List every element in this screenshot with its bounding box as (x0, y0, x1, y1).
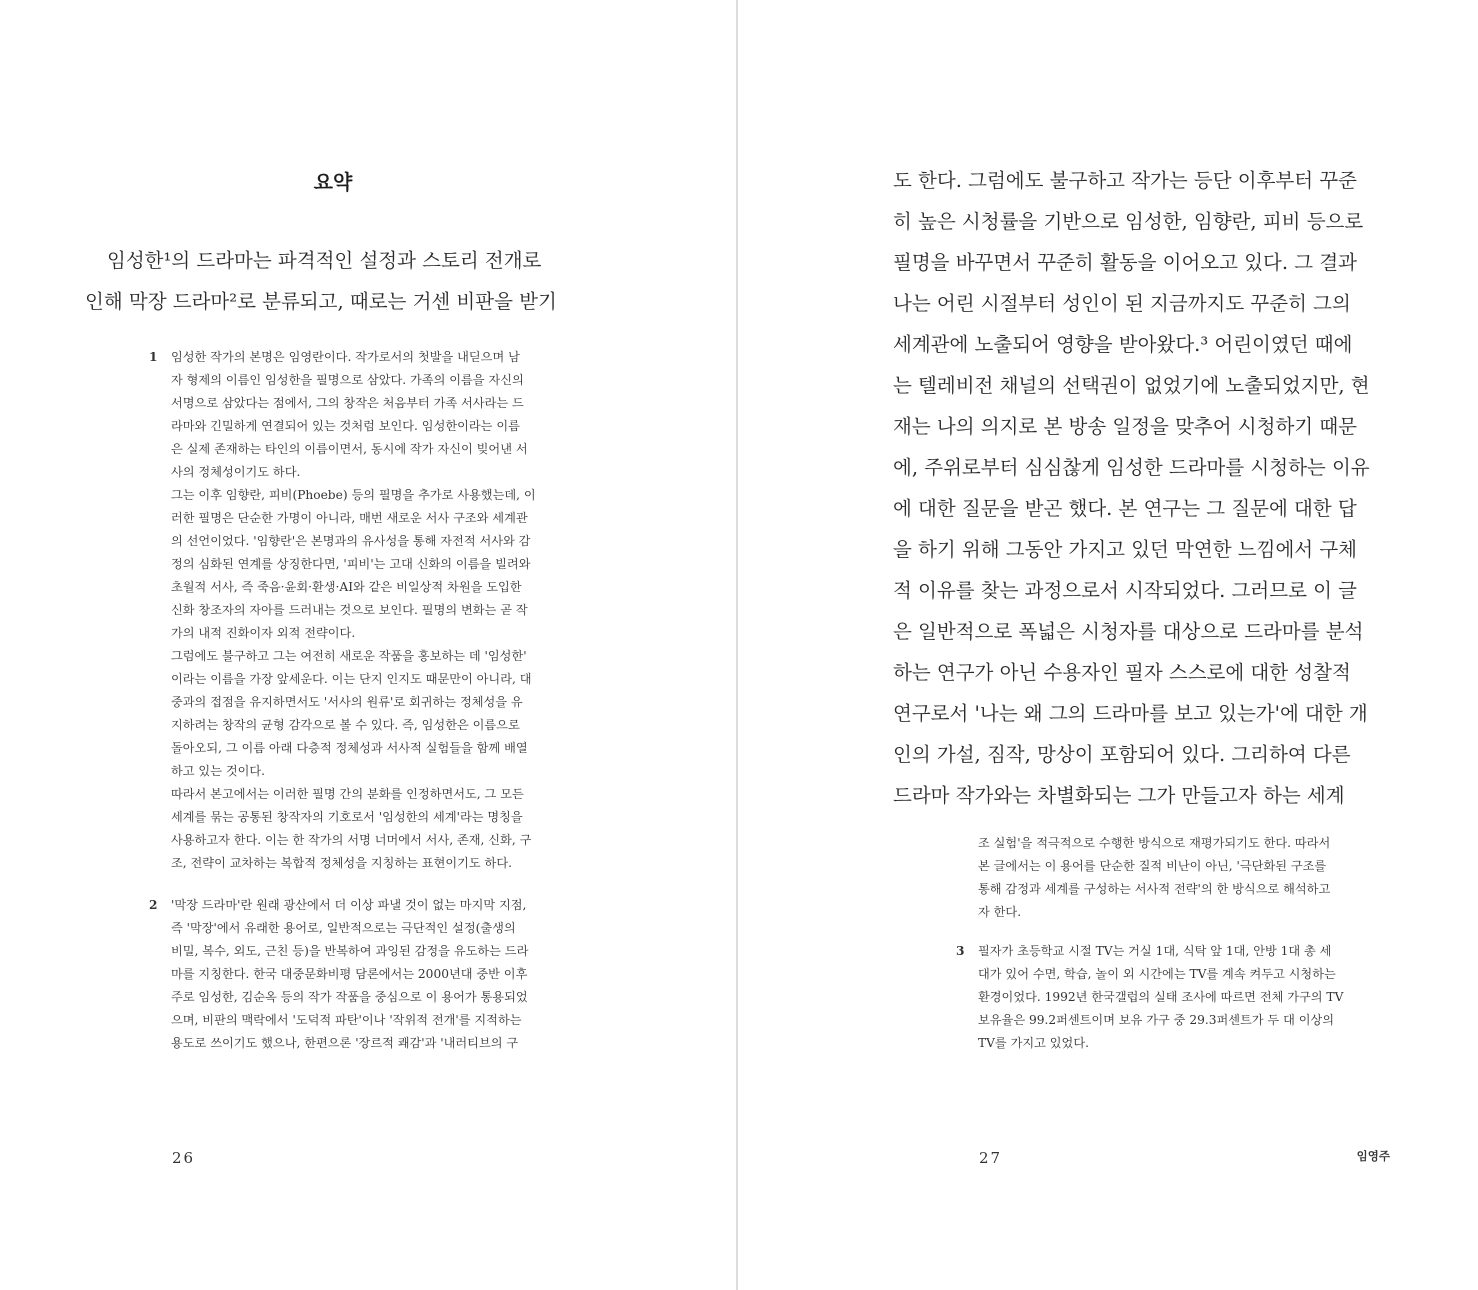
body-line: 나는 어린 시절부터 성인이 된 지금까지도 꾸준히 그의 (893, 292, 1351, 315)
body-line: 인의 가설, 짐작, 망상이 포함되어 있다. 그리하여 다른 (893, 743, 1351, 766)
page-number: 27 (979, 1149, 1003, 1167)
left-page (0, 0, 736, 1290)
body-line: 임성한¹의 드라마는 파격적인 설정과 스토리 전개로 (107, 249, 542, 272)
body-line: 세계관에 노출되어 영향을 받아왔다.³ 어린이였던 때에 (893, 333, 1353, 356)
footnote-line: 세계를 묶는 공통된 창작자의 기호로서 '임성한의 세계'라는 명칭을 (171, 810, 523, 824)
body-line: 필명을 바꾸면서 꾸준히 활동을 이어오고 있다. 그 결과 (893, 251, 1358, 274)
section-title: 요약 (313, 170, 353, 194)
footnote-line: 서명으로 삼았다는 점에서, 그의 창작은 처음부터 가족 서사라는 드 (171, 396, 524, 410)
footnote-2 (149, 894, 529, 1055)
body-line: 을 하기 위해 그동안 가지고 있던 막연한 느낌에서 구체 (893, 538, 1358, 561)
footnote-line: 러한 필명은 단순한 가명이 아니라, 매번 새로운 서사 구조와 세계관 (171, 511, 528, 525)
footnote-line: 비밀, 복수, 외도, 근친 등)을 반복하여 과잉된 감정을 유도하는 드라 (171, 944, 529, 958)
footnote-number: 1 (149, 350, 158, 364)
footnote-line: 정의 심화된 연계를 상징한다면, '피비'는 고대 신화의 이름을 빌려와 (171, 557, 531, 571)
footnote-line: 대가 있어 수면, 학습, 놀이 외 시간에는 TV를 계속 켜두고 시청하는 (978, 967, 1336, 981)
footnote-line: 용도로 쓰이기도 했으나, 한편으론 '장르적 쾌감'과 '내러티브의 구 (171, 1036, 519, 1050)
running-head-author: 임영주 (1356, 1149, 1390, 1163)
body-line: 인해 막장 드라마²로 분류되고, 때로는 거센 비판을 받기 (85, 290, 557, 313)
body-line: 에, 주위로부터 심심찮게 임성한 드라마를 시청하는 이유 (893, 456, 1370, 479)
body-line: 드라마 작가와는 차별화되는 그가 만들고자 하는 세계 (893, 784, 1345, 807)
footnote-number: 2 (149, 898, 158, 912)
footnote-line: 임성한 작가의 본명은 임영란이다. 작가로서의 첫발을 내딛으며 남 (171, 350, 520, 364)
footnote-line: 자 한다. (978, 905, 1022, 919)
footnote-line: 신화 창조자의 자아를 드러내는 것으로 보인다. 필명의 변화는 곧 작 (171, 603, 528, 617)
footnote-line: 그럼에도 불구하고 그는 여전히 새로운 작품을 홍보하는 데 '임성한' (171, 649, 527, 663)
footnote-line: 가의 내적 진화이자 외적 전략이다. (171, 626, 356, 640)
footnote-line: 조, 전략이 교차하는 복합적 정체성을 지칭하는 표현이기도 하다. (171, 856, 512, 870)
body-text (85, 240, 557, 322)
footnote-line: 조 실험'을 적극적으로 수행한 방식으로 재평가되기도 한다. 따라서 (978, 836, 1331, 850)
footnote-3 (956, 940, 1344, 1055)
body-line: 연구로서 '나는 왜 그의 드라마를 보고 있는가'에 대한 개 (893, 702, 1368, 725)
footnote-line: 초월적 서사, 즉 죽음·윤회·환생·AI와 같은 비일상적 차원을 도입한 (171, 580, 522, 594)
body-line: 적 이유를 찾는 과정으로서 시작되었다. 그러므로 이 글 (893, 579, 1358, 602)
body-line: 도 한다. 그럼에도 불구하고 작가는 등단 이후부터 꾸준 (893, 169, 1358, 192)
footnote-line: 지하려는 창작의 균형 감각으로 볼 수 있다. 즉, 임성한은 이름으로 (171, 718, 520, 732)
footnote-line: 즉 '막장'에서 유래한 용어로, 일반적으로는 극단적인 설정(출생의 (171, 921, 516, 935)
footnote-2-continued (978, 832, 1330, 924)
page-number: 26 (172, 1149, 196, 1167)
footnote-1 (149, 346, 536, 875)
footnote-line: 본 글에서는 이 용어를 단순한 질적 비난이 아닌, '극단화된 구조를 (978, 859, 1327, 873)
footnote-line: TV를 가지고 있었다. (978, 1036, 1089, 1050)
footnote-line: 으며, 비판의 맥락에서 '도덕적 파탄'이나 '작위적 전개'를 지적하는 (171, 1013, 522, 1027)
footnote-line: 사의 정체성이기도 하다. (171, 465, 301, 479)
footnote-line: 자 형제의 이름인 임성한을 필명으로 삼았다. 가족의 이름을 자신의 (171, 373, 524, 387)
body-line: 재는 나의 의지로 본 방송 일정을 맞추어 시청하기 때문 (893, 415, 1358, 438)
footnote-line: 돌아오되, 그 이름 아래 다층적 정체성과 서사적 실험들을 함께 배열 (171, 741, 528, 755)
footnote-line: 통해 감정과 세계를 구성하는 서사적 전략'의 한 방식으로 해석하고 (978, 882, 1331, 896)
footnote-line: 주로 임성한, 김순옥 등의 작가 작품을 중심으로 이 용어가 통용되었 (171, 990, 528, 1004)
footnote-number: 3 (956, 944, 965, 958)
footnote-line: 라마와 긴밀하게 연결되어 있는 것처럼 보인다. 임성한이라는 이름 (171, 419, 520, 433)
body-line: 히 높은 시청률을 기반으로 임성한, 임향란, 피비 등으로 (893, 210, 1364, 233)
footnote-line: 중과의 접점을 유지하면서도 '서사의 원류'로 회귀하는 정체성을 유 (171, 695, 523, 709)
body-text (893, 160, 1370, 816)
footnote-line: 보유율은 99.2퍼센트이며 보유 가구 중 29.3퍼센트가 두 대 이상의 (978, 1013, 1335, 1027)
footnote-line: 하고 있는 것이다. (171, 764, 266, 778)
footnote-line: 사용하고자 한다. 이는 한 작가의 서명 너머에서 서사, 존재, 신화, 구 (171, 833, 532, 847)
body-line: 는 텔레비전 채널의 선택권이 없었기에 노출되었지만, 현 (893, 374, 1370, 397)
footnote-line: '막장 드라마'란 원래 광산에서 더 이상 파낼 것이 없는 마지막 지점, (171, 898, 527, 912)
footnote-line: 은 실제 존재하는 타인의 이름이면서, 동시에 작가 자신이 빚어낸 서 (171, 442, 528, 456)
footnote-line: 필자가 초등학교 시절 TV는 거실 1대, 식탁 앞 1대, 안방 1대 총 세 (978, 944, 1332, 958)
footnote-line: 마를 지칭한다. 한국 대중문화비평 담론에서는 2000년대 중반 이후 (171, 967, 528, 981)
footnote-line: 따라서 본고에서는 이러한 필명 간의 분화를 인정하면서도, 그 모든 (171, 787, 524, 801)
footnote-line: 환경이었다. 1992년 한국갤럽의 실태 조사에 따르면 전체 가구의 TV (978, 990, 1344, 1004)
body-line: 에 대한 질문을 받곤 했다. 본 연구는 그 질문에 대한 답 (893, 497, 1357, 520)
body-line: 은 일반적으로 폭넓은 시청자를 대상으로 드라마를 분석 (893, 620, 1364, 643)
footnote-line: 그는 이후 임향란, 피비(Phoebe) 등의 필명을 추가로 사용했는데, 이 (171, 488, 536, 502)
footnote-line: 의 선언이었다. '임향란'은 본명과의 유사성을 통해 자전적 서사와 감 (171, 534, 531, 548)
footnote-line: 이라는 이름을 가장 앞세운다. 이는 단지 인지도 때문만이 아니라, 대 (171, 672, 532, 686)
right-page (738, 0, 1478, 1290)
body-line: 하는 연구가 아닌 수용자인 필자 스스로에 대한 성찰적 (893, 661, 1351, 684)
